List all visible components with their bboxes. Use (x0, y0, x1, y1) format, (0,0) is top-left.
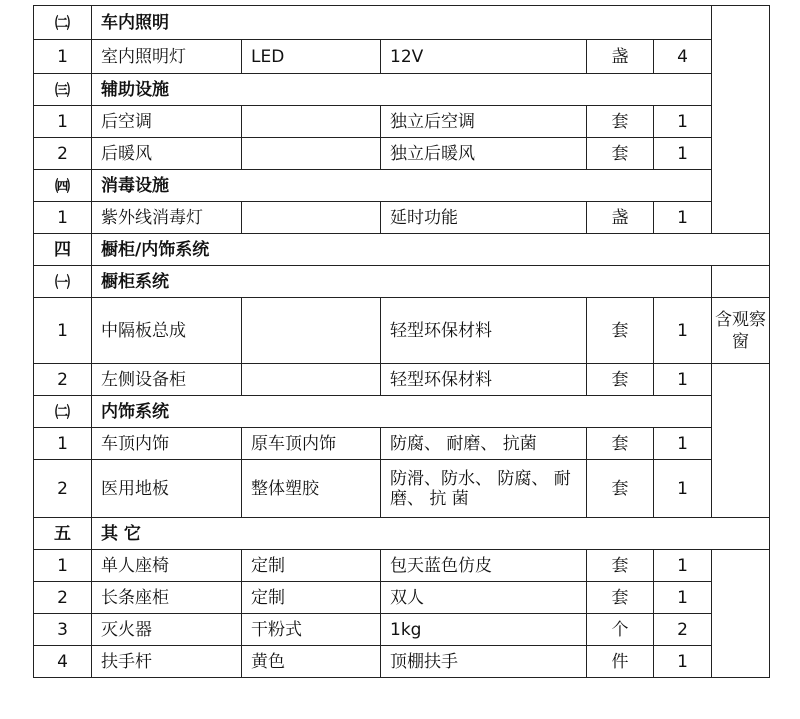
section-number: ㈣ (34, 170, 92, 202)
item-desc: 独立后暖风 (381, 138, 587, 170)
major-title: 橱柜/内饰系统 (92, 234, 770, 266)
major-title: 其 它 (92, 518, 770, 550)
item-spec (242, 138, 381, 170)
section-title: 内饰系统 (92, 396, 712, 428)
item-note: 含观察窗 (712, 298, 770, 364)
item-name: 中隔板总成 (92, 298, 242, 364)
row-number: 1 (34, 106, 92, 138)
row-number: 4 (34, 646, 92, 678)
table-row (34, 40, 770, 74)
row-number: 2 (34, 364, 92, 396)
item-qty: 1 (654, 138, 712, 170)
section-title: 消毒设施 (92, 170, 712, 202)
section-number: ㈢ (34, 74, 92, 106)
item-name: 后空调 (92, 106, 242, 138)
section-number: ㈠ (34, 266, 92, 298)
row-number: 2 (34, 138, 92, 170)
row-number: 2 (34, 460, 92, 518)
table-row (34, 460, 770, 518)
item-unit: 套 (587, 138, 654, 170)
item-spec: 定制 (242, 582, 381, 614)
section-row (34, 396, 770, 428)
section-number: ㈡ (34, 396, 92, 428)
note-cell (712, 6, 770, 234)
row-number: 3 (34, 614, 92, 646)
item-name: 医用地板 (92, 460, 242, 518)
item-name: 长条座柜 (92, 582, 242, 614)
item-name: 灭火器 (92, 614, 242, 646)
item-desc: 12V (381, 40, 587, 74)
item-qty: 4 (654, 40, 712, 74)
row-number: 1 (34, 40, 92, 74)
table-row (34, 550, 770, 582)
item-desc: 防滑、防水、 防腐、 耐磨、 抗 菌 (381, 460, 587, 518)
item-qty: 1 (654, 646, 712, 678)
item-name: 后暖风 (92, 138, 242, 170)
item-qty: 1 (654, 460, 712, 518)
item-qty: 1 (654, 582, 712, 614)
item-qty: 1 (654, 364, 712, 396)
item-desc: 延时功能 (381, 202, 587, 234)
row-number: 1 (34, 298, 92, 364)
item-unit: 套 (587, 106, 654, 138)
table-row (34, 138, 770, 170)
item-qty: 1 (654, 550, 712, 582)
item-desc: 双人 (381, 582, 587, 614)
item-unit: 套 (587, 582, 654, 614)
table-row (34, 646, 770, 678)
item-unit: 件 (587, 646, 654, 678)
table-row (34, 202, 770, 234)
item-desc: 轻型环保材料 (381, 298, 587, 364)
item-name: 紫外线消毒灯 (92, 202, 242, 234)
major-section-row (34, 234, 770, 266)
item-desc: 防腐、 耐磨、 抗菌 (381, 428, 587, 460)
row-number: 2 (34, 582, 92, 614)
item-spec: 定制 (242, 550, 381, 582)
item-spec (242, 364, 381, 396)
section-title: 辅助设施 (92, 74, 712, 106)
item-desc: 轻型环保材料 (381, 364, 587, 396)
item-qty: 2 (654, 614, 712, 646)
item-unit: 套 (587, 428, 654, 460)
item-desc: 顶棚扶手 (381, 646, 587, 678)
item-spec: 黄色 (242, 646, 381, 678)
item-name: 扶手杆 (92, 646, 242, 678)
table-row (34, 298, 770, 364)
item-desc: 1kg (381, 614, 587, 646)
note-cell (712, 364, 770, 518)
item-spec (242, 298, 381, 364)
item-unit: 个 (587, 614, 654, 646)
item-spec (242, 202, 381, 234)
item-desc: 包天蓝色仿皮 (381, 550, 587, 582)
item-unit: 盏 (587, 40, 654, 74)
item-name: 单人座椅 (92, 550, 242, 582)
item-spec: 整体塑胶 (242, 460, 381, 518)
section-title: 车内照明 (92, 6, 712, 40)
item-unit: 套 (587, 364, 654, 396)
item-spec: 干粉式 (242, 614, 381, 646)
item-qty: 1 (654, 106, 712, 138)
item-spec (242, 106, 381, 138)
section-number: ㈡ (34, 6, 92, 40)
section-row (34, 74, 770, 106)
section-row (34, 6, 770, 40)
table-row (34, 582, 770, 614)
table-row (34, 614, 770, 646)
section-row (34, 266, 770, 298)
table-row (34, 106, 770, 138)
item-name: 左侧设备柜 (92, 364, 242, 396)
section-title: 橱柜系统 (92, 266, 712, 298)
note-cell (712, 550, 770, 678)
table-row (34, 428, 770, 460)
note-cell (712, 266, 770, 298)
major-number: 四 (34, 234, 92, 266)
item-unit: 套 (587, 298, 654, 364)
equipment-spec-table (33, 5, 770, 678)
section-row (34, 170, 770, 202)
item-unit: 套 (587, 460, 654, 518)
item-unit: 盏 (587, 202, 654, 234)
item-desc: 独立后空调 (381, 106, 587, 138)
item-name: 车顶内饰 (92, 428, 242, 460)
row-number: 1 (34, 202, 92, 234)
major-section-row (34, 518, 770, 550)
major-number: 五 (34, 518, 92, 550)
item-qty: 1 (654, 202, 712, 234)
item-spec: LED (242, 40, 381, 74)
item-qty: 1 (654, 428, 712, 460)
row-number: 1 (34, 428, 92, 460)
item-unit: 套 (587, 550, 654, 582)
item-spec: 原车顶内饰 (242, 428, 381, 460)
table-row (34, 364, 770, 396)
item-name: 室内照明灯 (92, 40, 242, 74)
row-number: 1 (34, 550, 92, 582)
item-qty: 1 (654, 298, 712, 364)
